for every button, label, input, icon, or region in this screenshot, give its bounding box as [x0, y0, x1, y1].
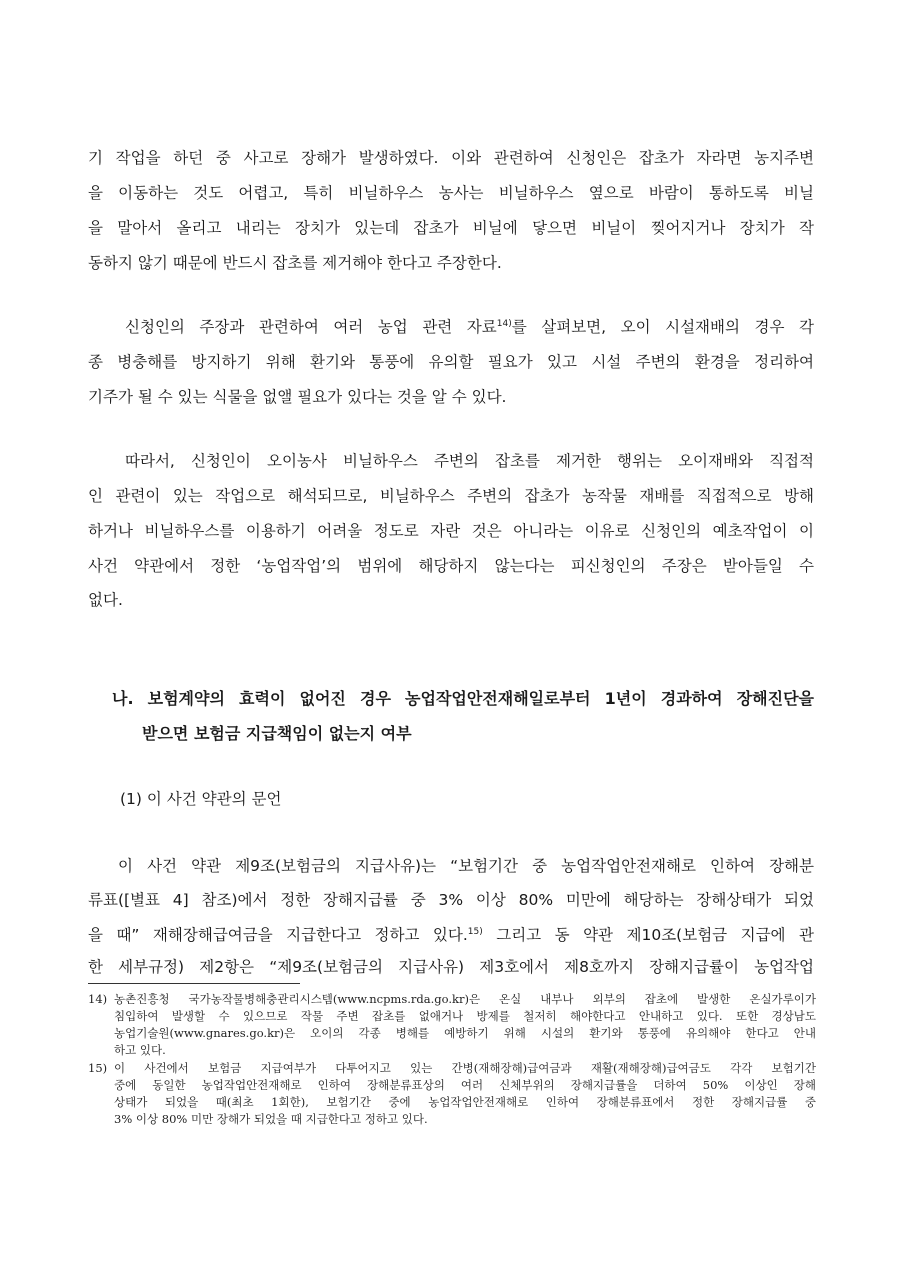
body-text-line: 종 병충해를 방지하기 위해 환기와 통풍에 유의할 필요가 있고 시설 주변의 환경을 정리하여 [88, 353, 814, 371]
footnote-line: 하고 있다. [114, 1043, 166, 1057]
body-text-line: 을 이동하는 것도 어렵고, 특히 비닐하우스 농사는 비닐하우스 옆으로 바람이 통하도록 비닐 [88, 184, 814, 202]
body-text-line: 없다. [88, 591, 123, 609]
footnote-ref[interactable]: 14) [496, 318, 512, 329]
body-text-span: 신청인의 주장과 관련하여 여러 농업 관련 자료 [125, 318, 497, 336]
body-text-line: 사건 약관에서 정한 ‘농업작업’의 범위에 해당하지 않는다는 피신청인의 주장은 받아들일 수 [88, 557, 814, 575]
body-text-line: 이 사건 약관 제9조(보험금의 지급사유)는 “보험기간 중 농업작업안전재해로 인하여 장해분 [118, 857, 814, 875]
body-text-line: 기 작업을 하던 중 사고로 장해가 발생하였다. 이와 관련하여 신청인은 잡초가 자라면 농지주변 [88, 149, 814, 167]
body-text-line: 기주가 될 수 있는 식물을 없앨 필요가 있다는 것을 알 수 있다. [88, 388, 507, 406]
footnote-line: 상태가 되었을 때(최초 1회한), 보험기간 중에 농업작업안전재해로 인하여 장해분류표에서 정한 장해지급률 중 [114, 1095, 816, 1109]
body-text-span: 를 살펴보면, 오이 시설재배의 경우 각 [511, 318, 814, 336]
footnote-ref[interactable]: 15) [467, 926, 483, 937]
body-text-line: 한 세부규정) 제2항은 “제9조(보험금의 지급사유) 제3호에서 제8호까지 장해지급률이 농업작업 [88, 958, 814, 976]
body-text-line: 류표([별표 4] 참조)에서 정한 장해지급률 중 3% 이상 80% 미만에 해당하는 장해상태가 되었 [88, 891, 814, 909]
subsection-heading: (1) 이 사건 약관의 문언 [120, 790, 282, 808]
footnote-line: 농업기술원(www.gnares.go.kr)은 오이의 각종 병해를 예방하기 위해 시설의 환기와 통풍에 유의해야 한다고 안내 [114, 1026, 816, 1040]
footnote-line: 침입하여 발생할 수 있으므로 작물 주변 잡초를 없애거나 방제를 철저히 해야한다고 안내하고 있다. 또한 경상남도 [114, 1009, 816, 1023]
body-text-line: 따라서, 신청인이 오이농사 비닐하우스 주변의 잡초를 제거한 행위는 오이재배와 직접적 [125, 452, 814, 470]
body-text-span: 그리고 동 약관 제10조(보험금 지급에 관 [482, 926, 814, 944]
section-heading: 나. 보험계약의 효력이 없어진 경우 농업작업안전재해일로부터 1년이 경과하여 장해진단을 [112, 689, 814, 708]
footnote-line: 이 사건에서 보험금 지급여부가 다투어지고 있는 간병(재해장해)급여금과 재활(재해장해)급여금도 각각 보험기간 [114, 1061, 816, 1075]
body-text-line: 하거나 비닐하우스를 이용하기 어려울 정도로 자란 것은 아니라는 이유로 신청인의 예초작업이 이 [88, 522, 814, 540]
footnote-number: 14) [88, 992, 108, 1006]
footnote-number: 15) [88, 1061, 108, 1075]
body-text-line: 인 관련이 있는 작업으로 해석되므로, 비닐하우스 주변의 잡초가 농작물 재배를 직접적으로 방해 [88, 487, 814, 505]
footnote-line: 3% 이상 80% 미만 장해가 되었을 때 지급한다고 정하고 있다. [114, 1112, 428, 1126]
footnote-line: 중에 동일한 농업작업안전재해로 인하여 장해분류표상의 여러 신체부위의 장해지급률을 더하여 50% 이상인 장해 [114, 1078, 816, 1092]
body-text-line [125, 317, 814, 337]
footnote-line: 농촌진흥청 국가농작물병해충관리시스템(www.ncpms.rda.go.kr)은 온실 내부나 외부의 잡초에 발생한 온실가루이가 [114, 992, 816, 1006]
body-text-line [88, 925, 814, 945]
body-text-line: 동하지 않기 때문에 반드시 잡초를 제거해야 한다고 주장한다. [88, 254, 502, 272]
body-text-line: 을 말아서 올리고 내리는 장치가 있는데 잡초가 비닐에 닿으면 비닐이 찢어지거나 장치가 작 [88, 219, 814, 237]
body-text-span: 을 때” 재해장해급여금을 지급한다고 정하고 있다. [88, 926, 468, 944]
footnote-divider [88, 983, 300, 984]
section-heading: 받으면 보험금 지급책임이 없는지 여부 [142, 724, 412, 743]
